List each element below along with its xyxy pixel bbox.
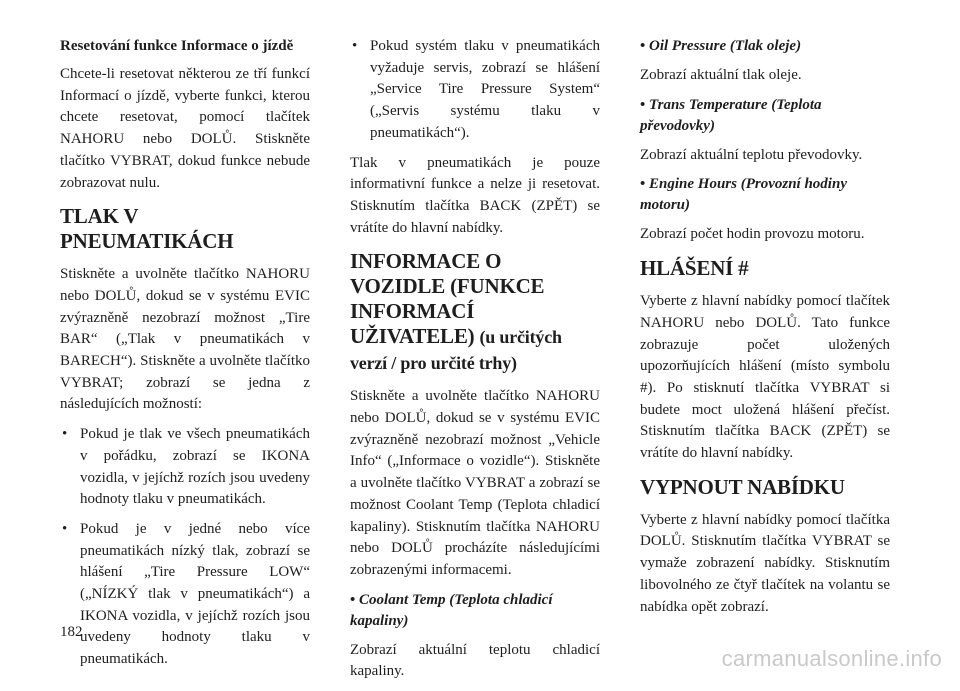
coolant-temp-heading: • Coolant Temp (Teplota chladicí kapaliny)	[350, 590, 600, 632]
messages-text: Vyberte z hlavní nabídky pomocí tlačítek NAHORU nebo DOLŮ. Tato funkce zobrazuje počet uložených upozorňujících hlášení (místo symbolu #). Po stisknutí tlačítka VYBRAT si budete moct uložená hlášení přečíst. Stisknutím tlačítka BACK (ZPĚT) se vrátíte do hlavní nabídky.	[640, 293, 890, 462]
column-left	[60, 36, 310, 679]
tire-options-list-cont	[350, 36, 600, 145]
trans-temp-heading: • Trans Temperature (Teplota převodovky)	[640, 95, 890, 137]
reset-trip-heading: Resetování funkce Informace o jízdě	[60, 38, 294, 54]
vehicle-info-heading-main: INFORMACE O VOZIDLE (FUNKCE INFORMACÍ UŽIVATELE)	[350, 249, 545, 349]
engine-hours-text: Zobrazí počet hodin provozu motoru.	[640, 226, 865, 243]
oil-pressure-text: Zobrazí aktuální tlak oleje.	[640, 67, 802, 83]
column-right	[640, 36, 890, 626]
vehicle-info-heading	[350, 249, 600, 376]
column-middle	[350, 36, 600, 691]
reset-trip-text: Chcete-li resetovat některou ze tří funkcí Informací o jízdě, vyberte funkci, kterou chcete resetovat, pomocí tlačítek NAHORU nebo DOLŮ. Stiskněte tlačítko VYBRAT, dokud funkce nebude zobrazovat nulu.	[60, 66, 310, 191]
vehicle-info-text: Stiskněte a uvolněte tlačítko NAHORU nebo DOLŮ, dokud se v systému EVIC zvýrazněně nezobrazí možnost „Vehicle Info“ („Informace o vozidle“). Stiskněte a uvolněte tlačítko VYBRAT a zobrazí se možnost Coolant Temp (Teplota chladicí kapaliny). Stisknutím tlačítka NAHORU nebo DOLŮ procházíte následujícími zobrazenými informacemi.	[350, 388, 600, 578]
page-number: 182	[60, 624, 83, 640]
list-item: • Pokud je v jedné nebo více pneumatikách nízký tlak, zobrazí se hlášení „Tire Pressure LOW“ („NÍZKÝ tlak v pneumatikách“) a IKONA vozidla, v jejíchž rozích jsou uvedeny hodnoty tlaku v pneumatikách.	[60, 519, 310, 671]
tire-info-text: Tlak v pneumatikách je pouze informativní funkce a nelze ji resetovat. Stisknutím tlačítka BACK (ZPĚT) se vrátíte do hlavní nabídky.	[350, 154, 600, 236]
messages-heading: HLÁŠENÍ #	[640, 256, 749, 281]
list-item: • Pokud je tlak ve všech pneumatikách v pořádku, zobrazí se IKONA vozidla, v jejíchž rozích jsou uvedeny hodnoty tlaku v pneumatikách.	[60, 424, 310, 511]
turn-menu-off-heading: VYPNOUT NABÍDKU	[640, 474, 845, 499]
coolant-temp-text: Zobrazí aktuální teplotu chladicí kapaliny.	[350, 641, 600, 680]
vehicle-info-heading-note: (u určitých verzí / pro určité trhy)	[350, 327, 562, 374]
tire-pressure-text: Stiskněte a uvolněte tlačítko NAHORU nebo DOLŮ, dokud se v systému EVIC zvýrazněně nezobrazí možnost „Tire BAR“ („Tlak v pneumatikách v BARECH“). Stiskněte a uvolněte tlačítko VYBRAT; zobrazí se jedna z následujících možností:	[60, 266, 310, 413]
engine-hours-heading: • Engine Hours (Provozní hodiny motoru)	[640, 174, 890, 216]
turn-menu-off-text: Vyberte z hlavní nabídky pomocí tlačítka DOLŮ. Stisknutím tlačítka VYBRAT se vymaže zobrazení nabídky. Stisknutím libovolného ze čtyř tlačítek na volantu se nabídka opět zobrazí.	[640, 511, 890, 615]
tire-options-list	[60, 424, 310, 671]
tire-pressure-heading: TLAK V PNEUMATIKÁCH	[60, 204, 234, 254]
trans-temp-text: Zobrazí aktuální teplotu převodovky.	[640, 146, 863, 163]
watermark: carmanualsonline.info	[721, 646, 942, 671]
oil-pressure-heading: • Oil Pressure (Tlak oleje)	[640, 36, 890, 57]
list-item: • Pokud systém tlaku v pneumatikách vyžaduje servis, zobrazí se hlášení „Service Tire Pressure System“ („Servis systému tlaku v pneumatikách“).	[350, 36, 600, 145]
